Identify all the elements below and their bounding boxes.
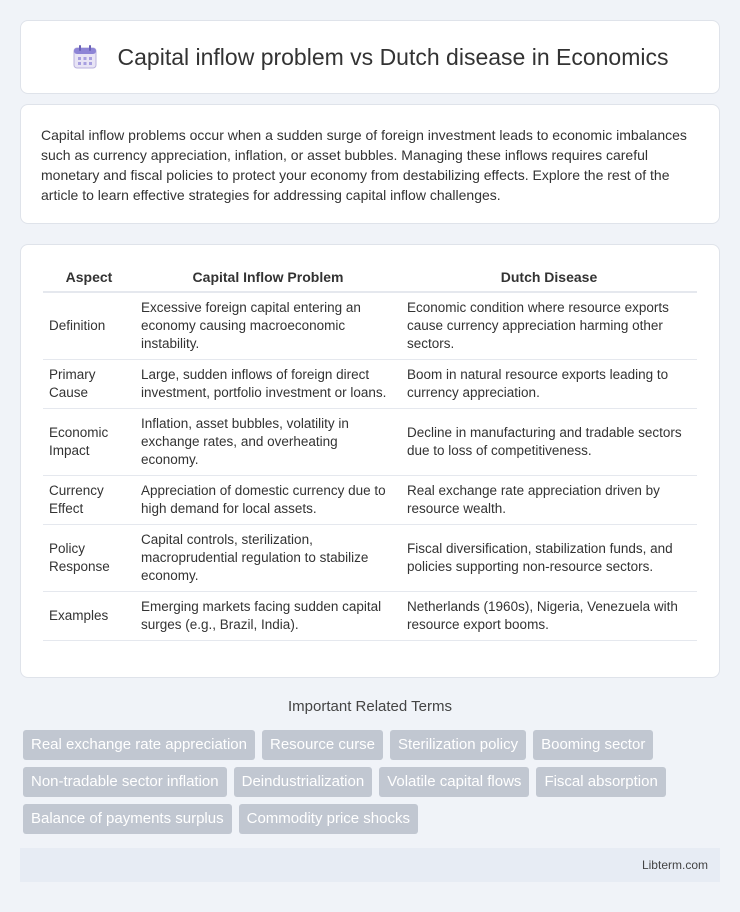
row-dutch-disease: Economic condition where resource exports cause currency appreciation harming other sectors.	[401, 292, 697, 360]
related-term-tag[interactable]: Resource curse	[262, 730, 383, 760]
footer-site-link[interactable]: Libterm.com	[641, 858, 708, 872]
related-term-tag[interactable]: Deindustrialization	[234, 767, 373, 797]
row-aspect: Primary Cause	[43, 360, 135, 409]
row-dutch-disease: Boom in natural resource exports leading to currency appreciation.	[401, 360, 697, 409]
table-row	[43, 409, 697, 476]
row-capital-inflow: Emerging markets facing sudden capital surges (e.g., Brazil, India).	[135, 592, 401, 641]
row-capital-inflow: Large, sudden inflows of foreign direct investment, portfolio investment or loans.	[135, 360, 401, 409]
footer	[20, 848, 720, 882]
table-row	[43, 476, 697, 525]
calendar-icon	[72, 44, 98, 70]
comparison-table-card	[20, 244, 720, 678]
title-card	[20, 20, 720, 94]
table-row	[43, 360, 697, 409]
row-capital-inflow: Capital controls, sterilization, macroprudential regulation to stabilize economy.	[135, 525, 401, 592]
row-dutch-disease: Fiscal diversification, stabilization funds, and policies supporting non-resource sectors.	[401, 525, 697, 592]
related-term-tag[interactable]: Balance of payments surplus	[23, 804, 232, 834]
related-terms-heading: Important Related Terms	[288, 698, 452, 715]
table-row	[43, 525, 697, 592]
row-capital-inflow: Inflation, asset bubbles, volatility in exchange rates, and overheating economy.	[135, 409, 401, 476]
related-term-tag[interactable]: Sterilization policy	[390, 730, 526, 760]
row-dutch-disease: Decline in manufacturing and tradable sectors due to loss of competitiveness.	[401, 409, 697, 476]
row-capital-inflow: Appreciation of domestic currency due to high demand for local assets.	[135, 476, 401, 525]
intro-text: Capital inflow problems occur when a sudden surge of foreign investment leads to economic imbalances such as currency appreciation, inflation, or asset bubbles. Managing these inflows requires careful monetary and fiscal policies to protect your economy from destabilizing effects. Explore the rest of the article to learn effective strategies for addressing capital inflow challenges.	[41, 127, 687, 203]
header-capital-inflow: Capital Inflow Problem	[135, 263, 401, 292]
row-aspect: Policy Response	[43, 525, 135, 592]
row-aspect: Examples	[43, 592, 135, 641]
row-aspect: Definition	[43, 292, 135, 360]
row-dutch-disease: Netherlands (1960s), Nigeria, Venezuela with resource export booms.	[401, 592, 697, 641]
table-row	[43, 592, 697, 641]
related-term-tag[interactable]: Volatile capital flows	[379, 767, 529, 797]
intro-card	[20, 104, 720, 224]
related-term-tag[interactable]: Commodity price shocks	[239, 804, 418, 834]
related-term-tag[interactable]: Real exchange rate appreciation	[23, 730, 255, 760]
related-terms-list	[23, 730, 723, 834]
row-aspect: Currency Effect	[43, 476, 135, 525]
related-term-tag[interactable]: Booming sector	[533, 730, 653, 760]
table-header-row	[43, 263, 697, 292]
row-capital-inflow: Excessive foreign capital entering an economy causing macroeconomic instability.	[135, 292, 401, 360]
related-term-tag[interactable]: Non-tradable sector inflation	[23, 767, 227, 797]
table-row	[43, 292, 697, 360]
header-aspect: Aspect	[43, 263, 135, 292]
comparison-table	[43, 263, 697, 641]
page-title: Capital inflow problem vs Dutch disease in Economics	[117, 43, 669, 70]
related-term-tag[interactable]: Fiscal absorption	[536, 767, 665, 797]
row-dutch-disease: Real exchange rate appreciation driven by resource wealth.	[401, 476, 697, 525]
row-aspect: Economic Impact	[43, 409, 135, 476]
header-dutch-disease: Dutch Disease	[401, 263, 697, 292]
